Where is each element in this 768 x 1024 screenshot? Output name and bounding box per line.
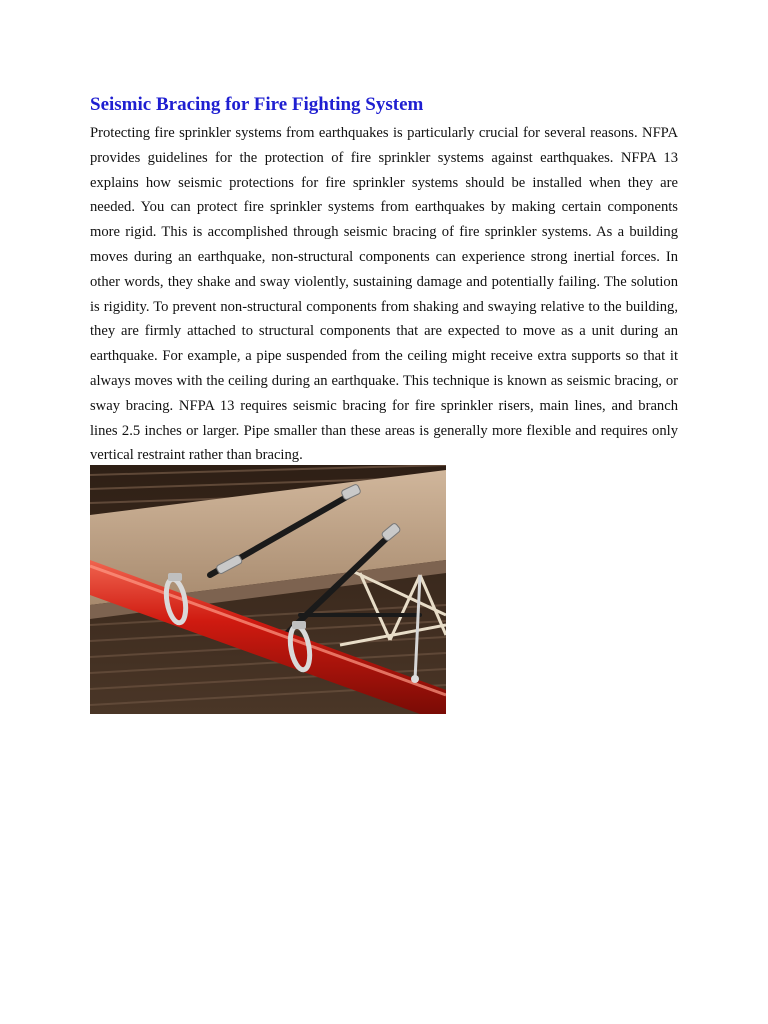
page-title: Seismic Bracing for Fire Fighting System — [90, 94, 424, 115]
body-paragraph: Protecting fire sprinkler systems from earthquakes is particularly crucial for several reasons. NFPA provides guidelines for the protection of fire sprinkler systems against earthquakes. NFPA 13 explains how seismic protections for fire sprinkler systems should be installed when they are needed. You can protect fire sprinkler systems from earthquakes by making certain components more rigid. This is accomplished through seismic bracing of fire sprinkler systems. As a building moves during an earthquake, non-structural components can experience strong inertial forces. In other words, they shake and sway violently, sustaining damage and potentially failing. The solution is rigidity. To prevent non-structural components from shaking and swaying relative to the building, they are firmly attached to structural components that are expected to move as a unit during an earthquake. For example, a pipe suspended from the ceiling might receive extra supports so that it always moves with the ceiling during an earthquake. This technique is known as seismic bracing, or sway bracing. NFPA 13 requires seismic bracing for fire sprinkler risers, main lines, and branch lines 2.5 inches or larger. Pipe smaller than these areas is generally more flexible and requires only vertical restraint rather than bracing. — [90, 125, 678, 464]
seismic-brace-photo — [90, 465, 446, 714]
